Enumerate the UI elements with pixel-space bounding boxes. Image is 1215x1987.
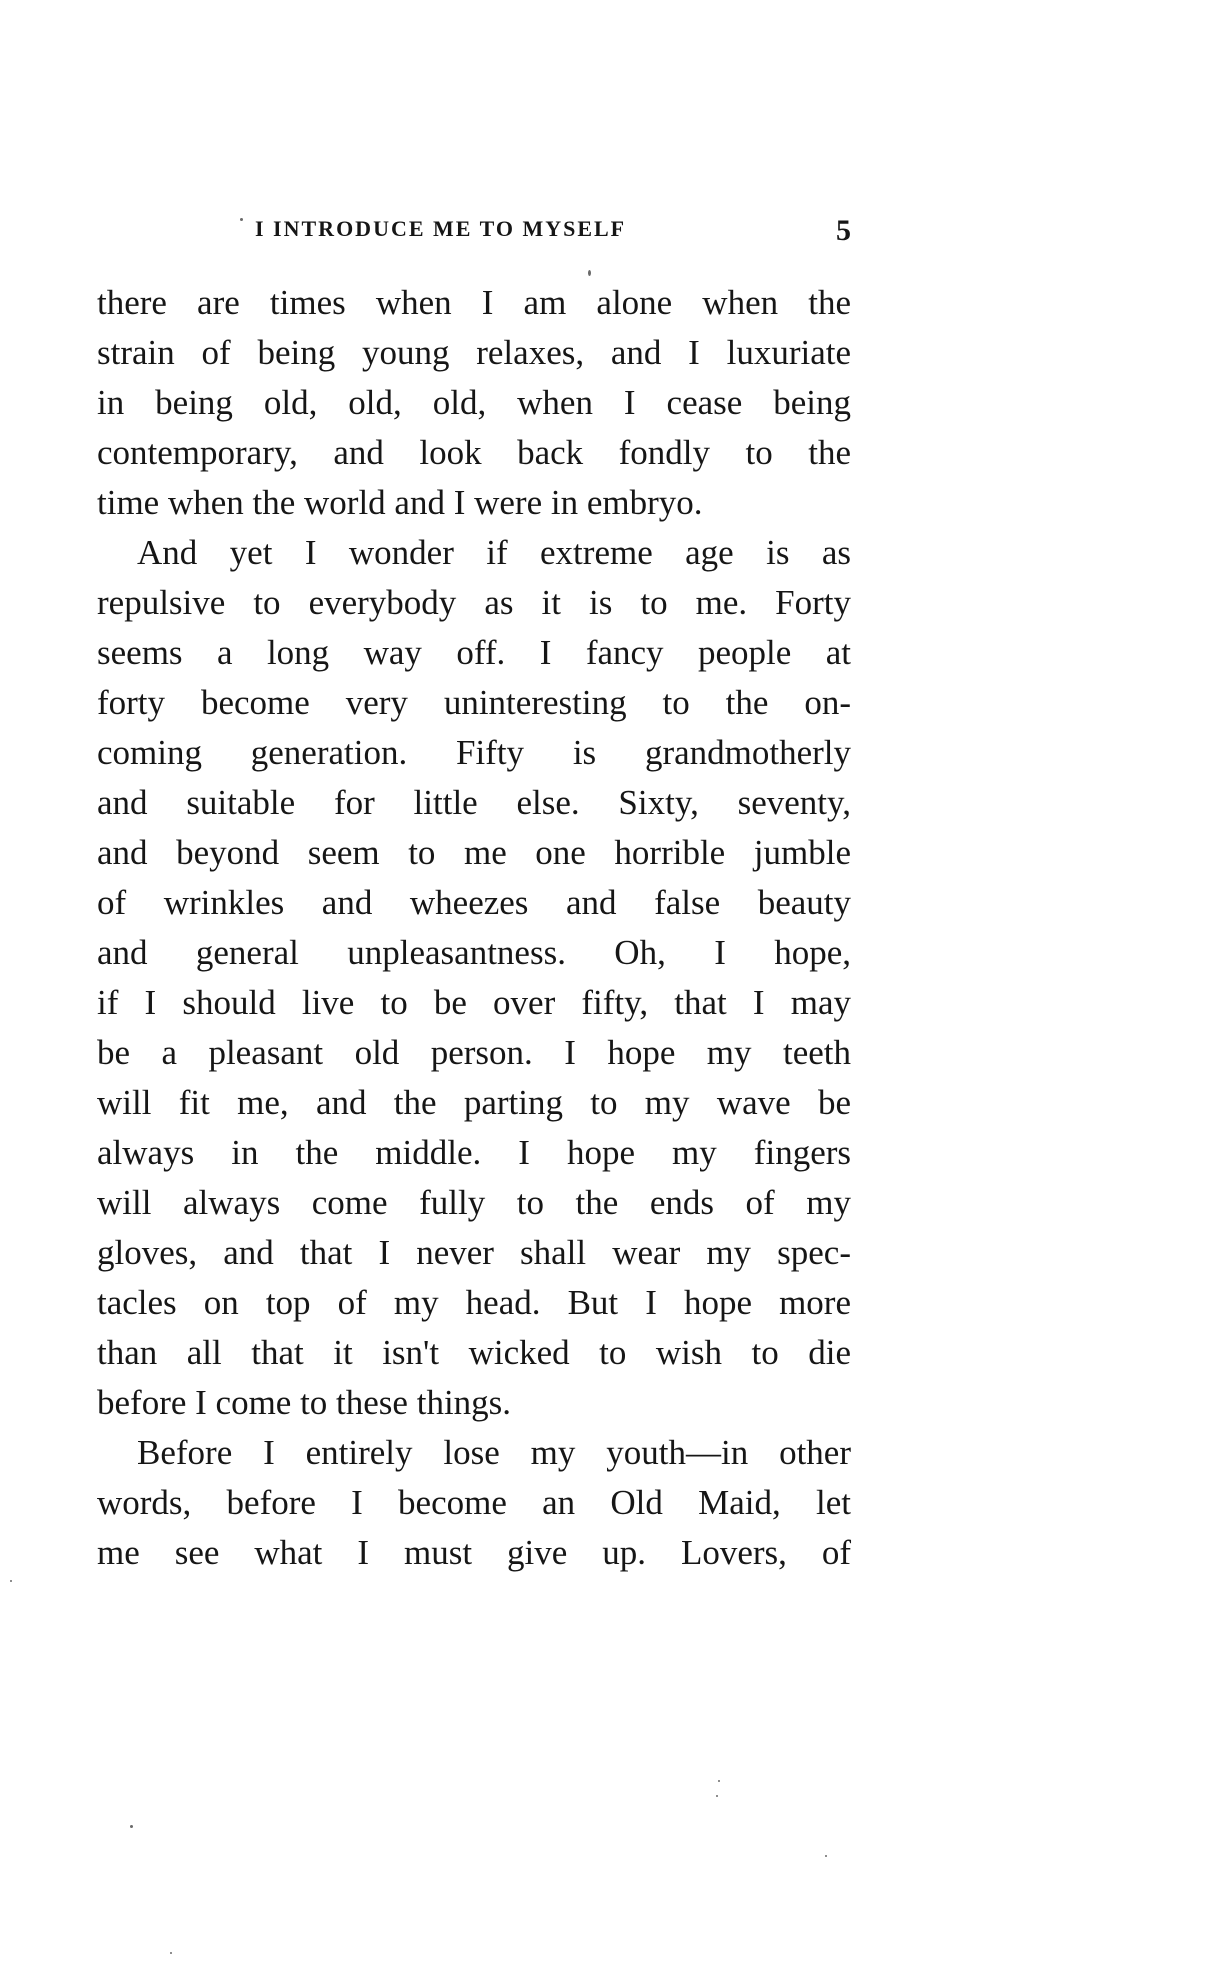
paragraph-3 <box>97 1428 851 1578</box>
text-line: and general unpleasantness. Oh, I hope, <box>97 933 851 972</box>
text-line: gloves, and that I never shall wear my spec- <box>97 1233 851 1272</box>
text-line: will fit me, and the parting to my wave be <box>97 1083 851 1122</box>
text-line: time when the world and I were in embryo. <box>97 483 703 522</box>
text-line: Before I entirely lose my youth—in other <box>137 1433 851 1472</box>
paragraph-2 <box>97 528 851 1428</box>
text-line: words, before I become an Old Maid, let <box>97 1483 851 1522</box>
text-line: there are times when I am alone when the <box>97 283 851 322</box>
scan-speck <box>10 1580 12 1582</box>
running-head <box>255 216 851 246</box>
text-line: repulsive to everybody as it is to me. Forty <box>97 583 851 622</box>
text-line: tacles on top of my head. But I hope more <box>97 1283 851 1322</box>
scan-speck <box>718 1780 720 1782</box>
text-line: if I should live to be over fifty, that I may <box>97 983 851 1022</box>
text-line: be a pleasant old person. I hope my teeth <box>97 1033 851 1072</box>
text-line: forty become very uninteresting to the on- <box>97 683 851 722</box>
scan-speck <box>170 1952 172 1954</box>
running-title: I INTRODUCE ME TO MYSELF <box>255 216 627 241</box>
text-line: seems a long way off. I fancy people at <box>97 633 851 672</box>
text-line: strain of being young relaxes, and I luxuriate <box>97 333 851 372</box>
text-line: than all that it isn't wicked to wish to die <box>97 1333 851 1372</box>
scan-speck <box>588 270 591 276</box>
text-line: contemporary, and look back fondly to the <box>97 433 851 472</box>
scan-speck <box>240 218 243 221</box>
paragraph-1 <box>97 278 851 528</box>
scan-speck <box>130 1825 133 1828</box>
text-line: always in the middle. I hope my fingers <box>97 1133 851 1172</box>
text-line: and suitable for little else. Sixty, seventy, <box>97 783 851 822</box>
text-line: me see what I must give up. Lovers, of <box>97 1533 851 1572</box>
page-number: 5 <box>836 214 851 247</box>
scan-speck <box>716 1795 718 1797</box>
text-line: will always come fully to the ends of my <box>97 1183 851 1222</box>
text-line: and beyond seem to me one horrible jumble <box>97 833 851 872</box>
text-line: before I come to these things. <box>97 1383 512 1422</box>
text-line: And yet I wonder if extreme age is as <box>137 533 851 572</box>
text-line: in being old, old, old, when I cease being <box>97 383 851 422</box>
text-line: of wrinkles and wheezes and false beauty <box>97 883 851 922</box>
text-line: coming generation. Fifty is grandmotherly <box>97 733 851 772</box>
scan-speck <box>825 1855 827 1857</box>
body-text <box>97 278 851 1578</box>
